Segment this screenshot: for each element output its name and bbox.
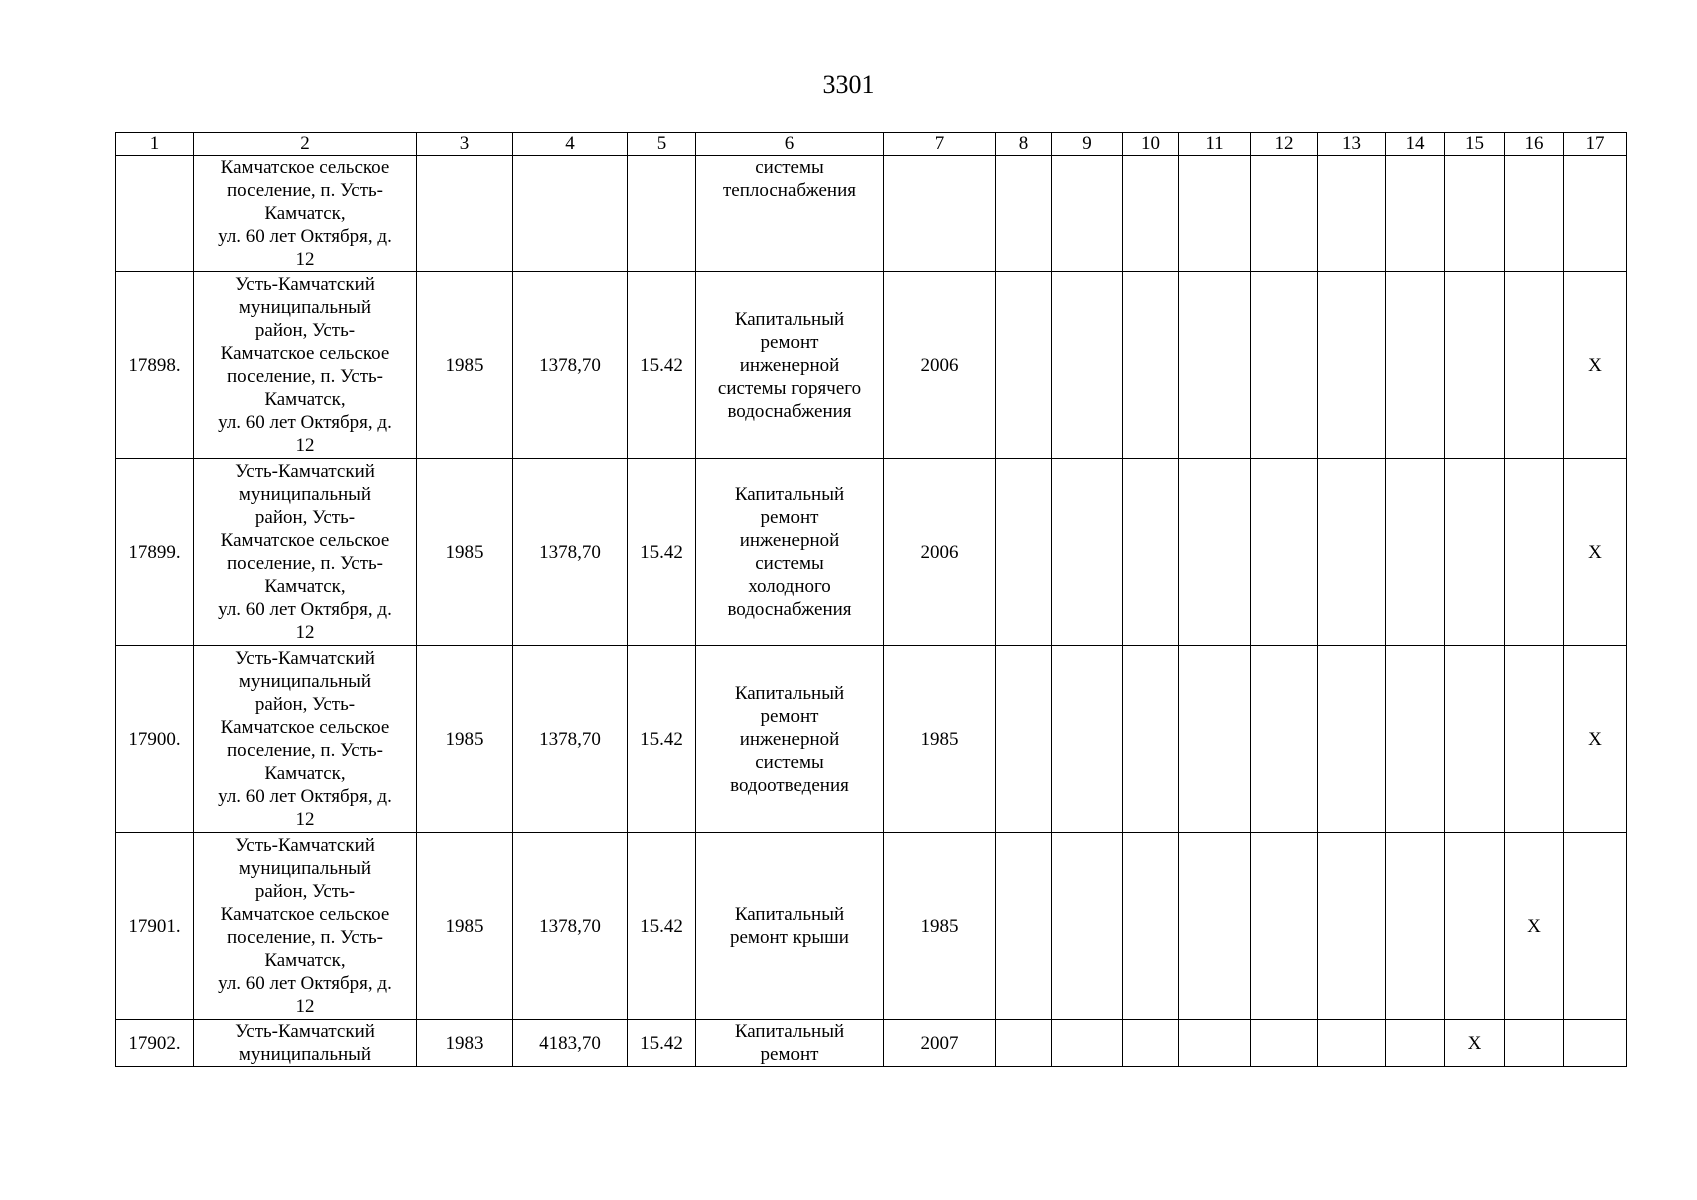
column-header: 7 — [884, 133, 996, 156]
table-cell-col-17: Х — [1564, 272, 1627, 459]
table-cell-col-5: 15.42 — [628, 459, 696, 646]
table-cell-col-1: 17898. — [116, 272, 194, 459]
table-cell-col-15 — [1445, 272, 1505, 459]
table-cell-col-16 — [1505, 459, 1564, 646]
table-cell-col-10 — [1123, 833, 1179, 1020]
table-cell-col-12 — [1251, 646, 1318, 833]
column-header: 14 — [1386, 133, 1445, 156]
table-cell-col-13 — [1318, 156, 1386, 272]
table-cell-col-4: 1378,70 — [513, 272, 628, 459]
table-cell-col-7: 2006 — [884, 272, 996, 459]
table-cell-col-13 — [1318, 646, 1386, 833]
table-cell-col-11 — [1179, 1020, 1251, 1067]
page-number: 3301 — [822, 70, 875, 99]
table-cell-col-16 — [1505, 156, 1564, 272]
table-cell-col-8 — [996, 272, 1052, 459]
table-cell-col-6: Капитальный ремонт инженерной системы водоотведения — [696, 646, 884, 833]
table-row — [116, 833, 1627, 1020]
table-cell-col-10 — [1123, 459, 1179, 646]
table-cell-col-15 — [1445, 646, 1505, 833]
table-cell-col-5: 15.42 — [628, 646, 696, 833]
table-cell-col-14 — [1386, 833, 1445, 1020]
column-header: 5 — [628, 133, 696, 156]
table-cell-col-13 — [1318, 459, 1386, 646]
table-cell-col-12 — [1251, 459, 1318, 646]
column-header: 12 — [1251, 133, 1318, 156]
table-cell-col-17 — [1564, 1020, 1627, 1067]
table-cell-col-2: Камчатское сельское поселение, п. Усть- Камчатск, ул. 60 лет Октября, д. 12 — [194, 156, 417, 272]
column-header: 16 — [1505, 133, 1564, 156]
table-cell-col-17: Х — [1564, 646, 1627, 833]
table-cell-col-10 — [1123, 646, 1179, 833]
table-cell-col-15 — [1445, 459, 1505, 646]
table-cell-col-13 — [1318, 1020, 1386, 1067]
table-cell-col-12 — [1251, 272, 1318, 459]
table-cell-col-17: Х — [1564, 459, 1627, 646]
table-cell-col-13 — [1318, 833, 1386, 1020]
table-body — [116, 133, 1627, 1067]
table-cell-col-9 — [1052, 646, 1123, 833]
table-cell-col-2: Усть-Камчатский муниципальный район, Усть- Камчатское сельское поселение, п. Усть- Камчатск, ул. 60 лет Октября, д. 12 — [194, 459, 417, 646]
table-row — [116, 1020, 1627, 1067]
table-row — [116, 459, 1627, 646]
table-cell-col-1 — [116, 156, 194, 272]
table-cell-col-11 — [1179, 272, 1251, 459]
table-cell-col-3: 1985 — [417, 833, 513, 1020]
column-header: 9 — [1052, 133, 1123, 156]
table-cell-col-4: 1378,70 — [513, 833, 628, 1020]
table-cell-col-3: 1985 — [417, 459, 513, 646]
table-cell-col-16: Х — [1505, 833, 1564, 1020]
table-cell-col-11 — [1179, 833, 1251, 1020]
table-cell-col-9 — [1052, 272, 1123, 459]
table-cell-col-11 — [1179, 459, 1251, 646]
table-cell-col-1: 17902. — [116, 1020, 194, 1067]
table-cell-col-1: 17900. — [116, 646, 194, 833]
table-cell-col-8 — [996, 1020, 1052, 1067]
table-cell-col-14 — [1386, 156, 1445, 272]
table-cell-col-14 — [1386, 646, 1445, 833]
column-header: 13 — [1318, 133, 1386, 156]
table-cell-col-15 — [1445, 833, 1505, 1020]
table-cell-col-7: 1985 — [884, 646, 996, 833]
table-cell-col-14 — [1386, 272, 1445, 459]
table-cell-col-14 — [1386, 1020, 1445, 1067]
register-table — [115, 132, 1627, 1067]
table-cell-col-3: 1985 — [417, 646, 513, 833]
column-header: 3 — [417, 133, 513, 156]
column-header: 15 — [1445, 133, 1505, 156]
table-cell-col-2: Усть-Камчатский муниципальный район, Усть- Камчатское сельское поселение, п. Усть- Камчатск, ул. 60 лет Октября, д. 12 — [194, 833, 417, 1020]
table-cell-col-10 — [1123, 1020, 1179, 1067]
table-cell-col-14 — [1386, 459, 1445, 646]
table-cell-col-7: 1985 — [884, 833, 996, 1020]
column-number-row — [116, 133, 1627, 156]
table-cell-col-16 — [1505, 1020, 1564, 1067]
column-header: 11 — [1179, 133, 1251, 156]
table-cell-col-6: системы теплоснабжения — [696, 156, 884, 272]
table-cell-col-4: 4183,70 — [513, 1020, 628, 1067]
table-cell-col-9 — [1052, 459, 1123, 646]
table-cell-col-5: 15.42 — [628, 272, 696, 459]
table-cell-col-17 — [1564, 156, 1627, 272]
column-header: 8 — [996, 133, 1052, 156]
table-row — [116, 156, 1627, 272]
column-header: 2 — [194, 133, 417, 156]
table-cell-col-8 — [996, 156, 1052, 272]
table-cell-col-6: Капитальный ремонт инженерной системы холодного водоснабжения — [696, 459, 884, 646]
column-header: 1 — [116, 133, 194, 156]
table-cell-col-15: Х — [1445, 1020, 1505, 1067]
table-cell-col-3 — [417, 156, 513, 272]
table-cell-col-4: 1378,70 — [513, 646, 628, 833]
table-cell-col-5: 15.42 — [628, 1020, 696, 1067]
table-cell-col-6: Капитальный ремонт — [696, 1020, 884, 1067]
table-cell-col-4: 1378,70 — [513, 459, 628, 646]
table-cell-col-5 — [628, 156, 696, 272]
table-cell-col-8 — [996, 459, 1052, 646]
table-cell-col-16 — [1505, 646, 1564, 833]
table-cell-col-15 — [1445, 156, 1505, 272]
table-cell-col-16 — [1505, 272, 1564, 459]
table-cell-col-8 — [996, 646, 1052, 833]
table-cell-col-9 — [1052, 156, 1123, 272]
table-cell-col-4 — [513, 156, 628, 272]
table-cell-col-2: Усть-Камчатский муниципальный район, Усть- Камчатское сельское поселение, п. Усть- Камчатск, ул. 60 лет Октября, д. 12 — [194, 272, 417, 459]
table-cell-col-10 — [1123, 156, 1179, 272]
table-cell-col-6: Капитальный ремонт крыши — [696, 833, 884, 1020]
table-cell-col-9 — [1052, 1020, 1123, 1067]
table-cell-col-10 — [1123, 272, 1179, 459]
table-cell-col-12 — [1251, 1020, 1318, 1067]
table-cell-col-1: 17901. — [116, 833, 194, 1020]
table-row — [116, 646, 1627, 833]
table-cell-col-3: 1983 — [417, 1020, 513, 1067]
table-cell-col-8 — [996, 833, 1052, 1020]
table-cell-col-7: 2007 — [884, 1020, 996, 1067]
column-header: 6 — [696, 133, 884, 156]
table-cell-col-11 — [1179, 156, 1251, 272]
table-cell-col-6: Капитальный ремонт инженерной системы горячего водоснабжения — [696, 272, 884, 459]
table-row — [116, 272, 1627, 459]
table-cell-col-2: Усть-Камчатский муниципальный — [194, 1020, 417, 1067]
column-header: 10 — [1123, 133, 1179, 156]
table-cell-col-17 — [1564, 833, 1627, 1020]
table-cell-col-1: 17899. — [116, 459, 194, 646]
table-cell-col-7: 2006 — [884, 459, 996, 646]
table-cell-col-9 — [1052, 833, 1123, 1020]
table-cell-col-2: Усть-Камчатский муниципальный район, Усть- Камчатское сельское поселение, п. Усть- Камчатск, ул. 60 лет Октября, д. 12 — [194, 646, 417, 833]
column-header: 17 — [1564, 133, 1627, 156]
table-cell-col-13 — [1318, 272, 1386, 459]
column-header: 4 — [513, 133, 628, 156]
table-cell-col-12 — [1251, 156, 1318, 272]
table-cell-col-5: 15.42 — [628, 833, 696, 1020]
table-cell-col-12 — [1251, 833, 1318, 1020]
table-cell-col-7 — [884, 156, 996, 272]
table-cell-col-11 — [1179, 646, 1251, 833]
table-cell-col-3: 1985 — [417, 272, 513, 459]
